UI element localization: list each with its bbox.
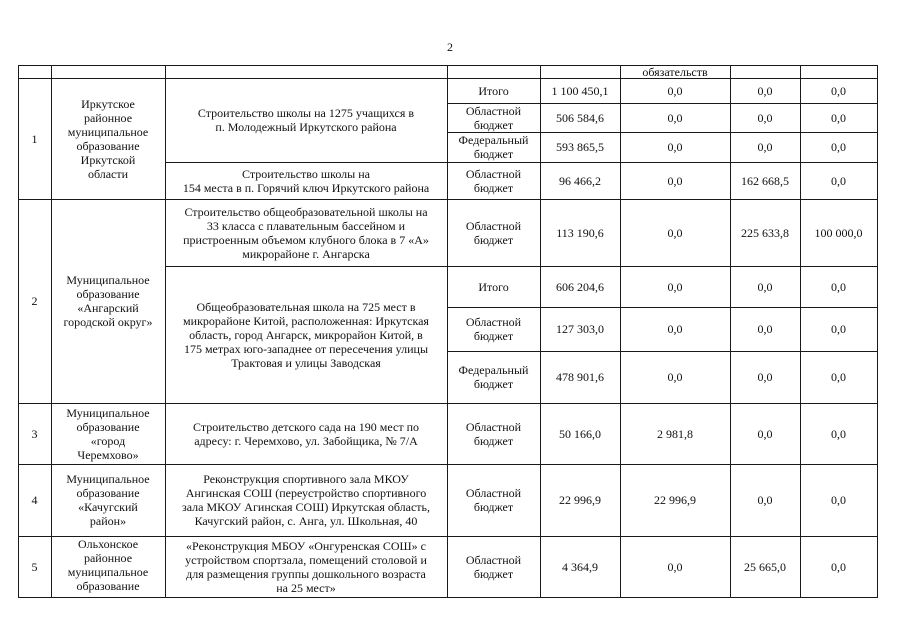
total-cell [540, 307, 620, 351]
row-number-text: 3 [31, 426, 38, 441]
year1-value: 0,0 [667, 110, 683, 125]
total-value: 127 303,0 [556, 322, 604, 336]
project-cell [165, 266, 447, 403]
year2-cell [730, 162, 800, 199]
row-number [18, 199, 51, 403]
year2-value: 0,0 [757, 140, 773, 154]
total-value: 1 100 450,1 [551, 83, 609, 98]
municipality-line: Иркутское [81, 96, 135, 111]
funding-source-line: Итого [478, 279, 509, 294]
row-number-text: 1 [31, 131, 38, 146]
year3-value: 0,0 [831, 493, 846, 507]
year3-cell [800, 199, 877, 266]
funding-source-line: бюджет [473, 180, 514, 195]
project-name-line: микрорайоне Китой, расположенная: Иркутская [183, 313, 429, 328]
year1-cell [620, 132, 730, 162]
year2-cell [730, 199, 800, 266]
funding-source-line: Областной [465, 315, 522, 329]
year1-value: 0,0 [667, 370, 683, 384]
funding-source-line: бюджет [473, 232, 514, 247]
funding-source-cell [447, 403, 540, 464]
municipality-line: Черемхово» [77, 447, 139, 462]
year2-value: 0,0 [757, 279, 773, 294]
municipality-line: «Ангарский [77, 301, 139, 315]
year2-cell [730, 403, 800, 464]
project-name-line: Ангинская СОШ (переустройство спортивного [185, 486, 427, 500]
row-number-text: 5 [31, 559, 38, 574]
municipality-line: образование [76, 138, 140, 153]
year3-cell [800, 307, 877, 351]
total-cell [540, 162, 620, 199]
total-value: 478 901,6 [556, 370, 604, 384]
municipality-line: «Качугский [78, 500, 138, 514]
year2-value: 25 665,0 [744, 559, 786, 574]
total-value: 113 190,6 [556, 225, 604, 240]
total-value: 50 166,0 [559, 426, 601, 441]
project-name-line: Реконструкция спортивного зала МКОУ [203, 472, 409, 486]
municipality-line: образование [76, 486, 140, 500]
year3-cell [800, 132, 877, 162]
year1-cell [620, 199, 730, 266]
year3-cell [800, 536, 877, 597]
total-value: 606 204,6 [556, 279, 604, 294]
row-number-text: 4 [31, 493, 38, 507]
municipality-line: район» [89, 514, 127, 528]
project-name-line: Качугский район, с. Анга, ул. Школьная, 40 [194, 514, 418, 528]
funding-source-line: Федеральный [458, 363, 529, 377]
total-cell [540, 464, 620, 536]
municipality-line: области [87, 166, 129, 181]
year1-cell [620, 464, 730, 536]
total-cell [540, 78, 620, 103]
year2-cell [730, 536, 800, 597]
project-name-line: Строительство общеобразовательной школы на [184, 204, 428, 219]
project-name-line: для размещения группы дошкольного возраста [186, 566, 426, 581]
total-cell [540, 103, 620, 132]
total-cell [540, 403, 620, 464]
total-value: 506 584,6 [556, 110, 604, 125]
project-name-line: п. Молодежный Иркутского района [215, 120, 397, 134]
year1-cell [620, 78, 730, 103]
year1-cell [620, 351, 730, 403]
funding-source-cell [447, 307, 540, 351]
project-name-line: адресу: г. Черемхово, ул. Забойщика, № 7/А [194, 433, 418, 448]
year1-cell [620, 403, 730, 464]
grid-line [447, 597, 877, 598]
municipality-line: Муниципальное [66, 472, 150, 486]
funding-source-line: бюджет [473, 433, 514, 448]
year1-value: 0,0 [667, 140, 683, 154]
funding-source-line: Областной [465, 218, 522, 233]
funding-source-line: бюджет [473, 500, 514, 514]
total-value: 4 364,9 [562, 559, 598, 574]
project-name-line: область, город Ангарск, микрорайон Китой, в [189, 327, 423, 342]
project-cell [165, 403, 447, 464]
grid-line [877, 65, 878, 598]
municipality-line: городской округ» [63, 315, 153, 329]
funding-source-cell [447, 536, 540, 597]
year3-value: 0,0 [831, 426, 846, 441]
funding-source-cell [447, 103, 540, 132]
year2-cell [730, 266, 800, 307]
year3-value: 0,0 [831, 110, 846, 125]
year2-value: 162 668,5 [741, 173, 789, 188]
year3-cell [800, 162, 877, 199]
project-name-line: Строительство школы на 1275 учащихся в [197, 106, 415, 120]
project-name-line: «Реконструкция МБОУ «Онгуренская СОШ» с [186, 538, 426, 553]
total-cell [540, 536, 620, 597]
year3-cell [800, 266, 877, 307]
municipality-cell [51, 464, 165, 536]
year1-value: 0,0 [667, 322, 683, 336]
municipality-cell [51, 536, 165, 597]
total-value: 22 996,9 [559, 493, 601, 507]
funding-source-line: Федеральный [458, 133, 529, 147]
year1-cell [620, 103, 730, 132]
project-name-line: зала МКОУ Агинская СОШ) Иркутская область, [181, 500, 431, 514]
project-cell [165, 536, 447, 597]
funding-source-line: бюджет [473, 117, 514, 132]
total-value: 593 865,5 [556, 140, 604, 154]
funding-source-line: Итого [478, 83, 509, 98]
municipality-line: Иркутской [80, 152, 136, 167]
year3-cell [800, 464, 877, 536]
municipality-line: районное [83, 551, 133, 565]
header-text: обязательств [642, 64, 708, 79]
funding-source-line: бюджет [473, 147, 514, 161]
year3-cell [800, 78, 877, 103]
year2-cell [730, 78, 800, 103]
project-cell [165, 162, 447, 199]
project-cell [165, 78, 447, 162]
funding-source-cell [447, 266, 540, 307]
total-cell [540, 351, 620, 403]
project-name-line: Трактовая и улицы Заводская [231, 355, 381, 370]
funding-source-line: Областной [465, 552, 522, 567]
project-cell [165, 199, 447, 266]
year1-value: 22 996,9 [654, 493, 696, 507]
year2-value: 0,0 [757, 426, 773, 441]
municipality-line: муниципальное [67, 565, 149, 579]
project-name-line: Строительство школы на [242, 166, 370, 181]
funding-source-cell [447, 464, 540, 536]
municipality-line: «город [90, 433, 126, 448]
municipality-line: районное [83, 110, 133, 125]
project-name-line: пристроенным объемом клубного блока в 7 «А» [183, 232, 429, 247]
municipality-cell [51, 78, 165, 199]
year1-value: 0,0 [667, 83, 683, 98]
project-name-line: Общеобразовательная школа на 725 мест в [196, 299, 416, 314]
row-number [18, 403, 51, 464]
year3-value: 0,0 [831, 370, 846, 384]
project-name-line: на 25 мест» [276, 580, 336, 595]
project-name-line: устройством спортзала, помещений столовой и [185, 552, 427, 567]
year3-value: 0,0 [831, 322, 846, 336]
funding-source-line: бюджет [473, 329, 514, 343]
row-number [18, 536, 51, 597]
year3-value: 0,0 [831, 173, 846, 188]
funding-source-line: Областной [465, 419, 522, 434]
year2-value: 0,0 [757, 110, 773, 125]
municipality-line: муниципальное [67, 124, 149, 139]
row-number [18, 78, 51, 199]
funding-source-cell [447, 78, 540, 103]
year1-cell [620, 307, 730, 351]
year2-cell [730, 132, 800, 162]
municipality-line: Муниципальное [66, 273, 150, 287]
funding-source-line: Областной [465, 166, 522, 181]
municipality-line: Ольхонское [77, 537, 139, 551]
project-cell [165, 464, 447, 536]
year1-cell [620, 162, 730, 199]
year2-cell [730, 103, 800, 132]
year3-value: 0,0 [831, 559, 846, 574]
year3-cell [800, 351, 877, 403]
year2-value: 0,0 [757, 83, 773, 98]
funding-source-cell [447, 199, 540, 266]
header-cell [620, 65, 730, 78]
year3-value: 100 000,0 [814, 225, 863, 240]
year3-cell [800, 403, 877, 464]
funding-source-line: бюджет [473, 377, 514, 391]
year1-value: 0,0 [667, 225, 683, 240]
total-cell [540, 132, 620, 162]
year1-value: 0,0 [667, 279, 683, 294]
municipality-cell [51, 403, 165, 464]
project-name-line: 33 класса с плавательным бассейном и [206, 218, 406, 233]
funding-source-cell [447, 132, 540, 162]
project-name-line: 175 метрах юго-западнее от пересечения улицы [183, 341, 429, 356]
total-cell [540, 199, 620, 266]
year1-value: 2 981,8 [657, 426, 693, 441]
year1-cell [620, 536, 730, 597]
municipality-line: Муниципальное [66, 405, 150, 420]
page-number: 2 [447, 40, 453, 54]
year3-value: 0,0 [831, 83, 846, 98]
year2-cell [730, 307, 800, 351]
funding-source-line: бюджет [473, 566, 514, 581]
funding-source-cell [447, 162, 540, 199]
year1-value: 0,0 [667, 173, 683, 188]
year2-value: 0,0 [757, 493, 773, 507]
year3-cell [800, 103, 877, 132]
year3-value: 0,0 [831, 279, 846, 294]
funding-source-cell [447, 351, 540, 403]
project-name-line: 154 места в п. Горячий ключ Иркутского района [182, 180, 430, 195]
year1-cell [620, 266, 730, 307]
funding-source-line: Областной [465, 486, 522, 500]
year3-value: 0,0 [831, 140, 846, 154]
funding-source-line: Областной [465, 103, 522, 118]
year2-value: 0,0 [757, 370, 773, 384]
municipality-line: образование [76, 287, 140, 301]
project-name-line: микрорайоне г. Ангарска [242, 246, 370, 261]
year2-value: 225 633,8 [741, 225, 789, 240]
year2-cell [730, 464, 800, 536]
municipality-cell [51, 199, 165, 403]
total-value: 96 466,2 [559, 173, 601, 188]
row-number [18, 464, 51, 536]
year2-cell [730, 351, 800, 403]
municipality-line: образование [76, 419, 140, 434]
project-name-line: Строительство детского сада на 190 мест по [192, 419, 420, 434]
year1-value: 0,0 [667, 559, 683, 574]
row-number-text: 2 [31, 294, 38, 308]
total-cell [540, 266, 620, 307]
municipality-line: образование [76, 579, 140, 593]
year2-value: 0,0 [757, 322, 773, 336]
